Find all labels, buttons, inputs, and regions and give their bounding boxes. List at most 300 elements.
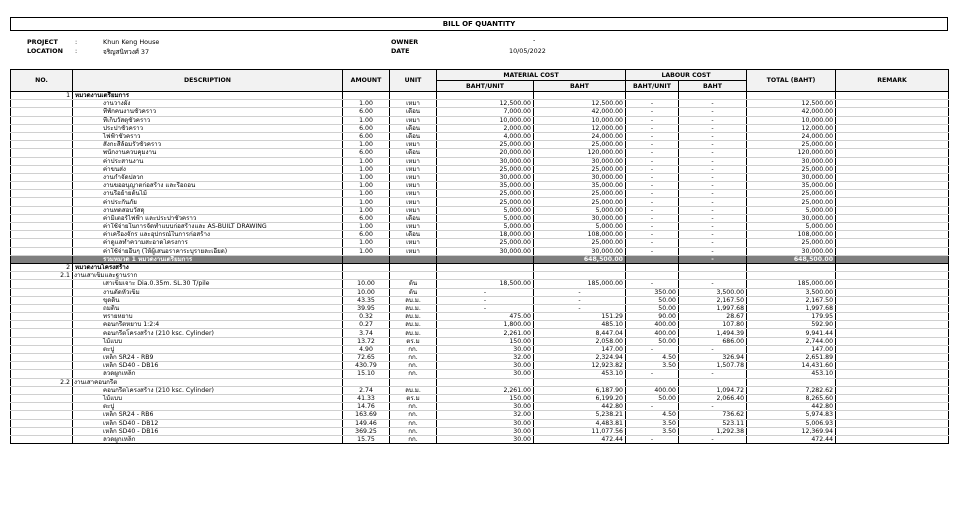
col-material-cost: MATERIAL COST	[437, 70, 626, 81]
row-amount: 1.00	[343, 116, 390, 124]
row-unit: ลบ.ม.	[390, 329, 437, 337]
row-material-unit-cost: 25,000.00	[437, 198, 534, 206]
row-material-cost: 25,000.00	[534, 141, 626, 149]
row-labour-unit-cost: -	[626, 173, 679, 181]
row-no	[11, 419, 73, 427]
row-labour-cost	[679, 272, 747, 280]
row-amount: 430.79	[343, 362, 390, 370]
sheet-title: BILL OF QUANTITY	[10, 17, 948, 31]
row-labour-unit-cost: 4.50	[626, 354, 679, 362]
row-material-unit-cost: -	[437, 296, 534, 304]
row-labour-unit-cost: -	[626, 247, 679, 255]
row-description: เหล็ก SD40 - DB12	[73, 419, 343, 427]
row-labour-unit-cost: 400.00	[626, 386, 679, 394]
table-row	[11, 435, 949, 443]
row-material-unit-cost: 25,000.00	[437, 141, 534, 149]
subsection-row	[11, 378, 949, 386]
row-labour-unit-cost: -	[626, 435, 679, 443]
row-material-cost: 648,500.00	[534, 255, 626, 263]
row-remark	[836, 198, 949, 206]
row-no: 2	[11, 263, 73, 271]
table-row	[11, 231, 949, 239]
row-description: พนักงานควบคุมงาน	[73, 149, 343, 157]
row-no	[11, 255, 73, 263]
row-material-unit-cost: -	[437, 288, 534, 296]
row-material-cost: 2,324.94	[534, 354, 626, 362]
row-material-cost: 5,000.00	[534, 206, 626, 214]
row-description: คอนกรีตโครงสร้าง (210 ksc. Cylinder)	[73, 329, 343, 337]
table-row	[11, 198, 949, 206]
row-labour-unit-cost: -	[626, 231, 679, 239]
row-description: ไม้แบบ	[73, 337, 343, 345]
row-labour-cost: -	[679, 223, 747, 231]
owner-label: OWNER	[391, 38, 419, 46]
project-label: PROJECT	[27, 38, 58, 46]
row-remark	[836, 223, 949, 231]
row-labour-unit-cost: 3.50	[626, 427, 679, 435]
row-labour-cost: -	[679, 198, 747, 206]
row-labour-cost: -	[679, 239, 747, 247]
col-description: DESCRIPTION	[73, 70, 343, 92]
row-no	[11, 354, 73, 362]
row-remark	[836, 124, 949, 132]
table-row	[11, 116, 949, 124]
row-material-cost: 5,000.00	[534, 223, 626, 231]
row-no	[11, 108, 73, 116]
row-material-unit-cost: 30.00	[437, 435, 534, 443]
row-remark	[836, 116, 949, 124]
row-total	[747, 272, 836, 280]
row-description: หมวดงานโครงสร้าง	[73, 263, 343, 271]
row-labour-cost: 3,500.00	[679, 288, 747, 296]
row-material-cost: 24,000.00	[534, 132, 626, 140]
row-no	[11, 124, 73, 132]
row-unit	[390, 272, 437, 280]
row-material-cost: -	[534, 288, 626, 296]
row-labour-cost: 523.11	[679, 419, 747, 427]
row-material-unit-cost	[437, 272, 534, 280]
row-remark	[836, 231, 949, 239]
table-row	[11, 247, 949, 255]
row-no	[11, 149, 73, 157]
row-labour-unit-cost: 3.50	[626, 362, 679, 370]
row-labour-cost: -	[679, 124, 747, 132]
row-material-cost: 453.10	[534, 370, 626, 378]
row-no	[11, 403, 73, 411]
row-total: 12,500.00	[747, 100, 836, 108]
row-labour-unit-cost: -	[626, 116, 679, 124]
table-row	[11, 149, 949, 157]
row-material-unit-cost: 30,000.00	[437, 173, 534, 181]
row-remark	[836, 182, 949, 190]
row-description: ค่าใช้จ่ายอื่นๆ (ให้ผู้เสนอราคาระบุรายละเอียด)	[73, 247, 343, 255]
row-no: 1	[11, 92, 73, 100]
row-labour-cost: 1,494.39	[679, 329, 747, 337]
row-labour-unit-cost: -	[626, 214, 679, 222]
table-row	[11, 394, 949, 402]
row-labour-cost: -	[679, 190, 747, 198]
row-no	[11, 132, 73, 140]
row-labour-cost: -	[679, 214, 747, 222]
row-remark	[836, 411, 949, 419]
row-unit: ลบ.ม.	[390, 313, 437, 321]
row-unit	[390, 263, 437, 271]
row-remark	[836, 370, 949, 378]
row-description: เหล็ก SD40 - DB16	[73, 427, 343, 435]
table-row	[11, 182, 949, 190]
row-description: ถมดิน	[73, 304, 343, 312]
row-labour-unit-cost: -	[626, 124, 679, 132]
row-description: งานขออนุญาตก่อสร้าง และรื้อถอน	[73, 182, 343, 190]
row-description: ค่าใช้จ่ายในการจัดทำแบบก่อสร้างและ AS-BUILT DRAWING	[73, 223, 343, 231]
row-material-unit-cost: 5,000.00	[437, 223, 534, 231]
row-no	[11, 304, 73, 312]
row-material-unit-cost: 30.00	[437, 403, 534, 411]
row-labour-unit-cost: 90.00	[626, 313, 679, 321]
row-description: ค่าขนส่ง	[73, 165, 343, 173]
section-row	[11, 263, 949, 271]
row-remark	[836, 239, 949, 247]
row-labour-unit-cost: -	[626, 223, 679, 231]
row-remark	[836, 337, 949, 345]
row-description: ตะปู	[73, 345, 343, 353]
subsection-row	[11, 272, 949, 280]
row-labour-unit-cost: 400.00	[626, 321, 679, 329]
row-labour-cost: -	[679, 108, 747, 116]
row-amount: 43.35	[343, 296, 390, 304]
table-row	[11, 296, 949, 304]
row-description: ที่พักคนงานชั่วคราว	[73, 108, 343, 116]
row-description: ค่าเครื่องจักร และอุปกรณ์ในการก่อสร้าง	[73, 231, 343, 239]
row-unit	[390, 378, 437, 386]
row-labour-cost: -	[679, 435, 747, 443]
table-row	[11, 337, 949, 345]
row-unit: เดือน	[390, 149, 437, 157]
table-row	[11, 124, 949, 132]
row-remark	[836, 100, 949, 108]
row-amount: 1.00	[343, 206, 390, 214]
row-material-unit-cost: 32.00	[437, 411, 534, 419]
row-amount: 72.65	[343, 354, 390, 362]
row-description: ที่เก็บวัสดุชั่วคราว	[73, 116, 343, 124]
row-amount: 10.00	[343, 288, 390, 296]
row-labour-cost	[679, 92, 747, 100]
row-total: 35,000.00	[747, 182, 836, 190]
row-amount: 1.00	[343, 190, 390, 198]
row-labour-cost: 686.00	[679, 337, 747, 345]
row-material-cost	[534, 92, 626, 100]
row-labour-cost: -	[679, 345, 747, 353]
row-labour-unit-cost: -	[626, 198, 679, 206]
row-unit: ลบ.ม.	[390, 386, 437, 394]
table-row	[11, 141, 949, 149]
row-total	[747, 92, 836, 100]
row-material-cost: 11,077.56	[534, 427, 626, 435]
row-total: 12,000.00	[747, 124, 836, 132]
row-total: 5,006.93	[747, 419, 836, 427]
row-amount: 0.27	[343, 321, 390, 329]
row-labour-unit-cost: -	[626, 239, 679, 247]
row-labour-cost: -	[679, 100, 747, 108]
row-total: 25,000.00	[747, 190, 836, 198]
location-colon: :	[75, 47, 78, 55]
row-total: 2,744.00	[747, 337, 836, 345]
col-material-baht: BAHT	[534, 81, 626, 92]
row-unit: ลบ.ม.	[390, 296, 437, 304]
table-row	[11, 321, 949, 329]
row-total: 12,369.94	[747, 427, 836, 435]
row-labour-cost: -	[679, 149, 747, 157]
row-description: งานเสาคอนกรีต	[73, 378, 343, 386]
row-material-cost: -	[534, 296, 626, 304]
row-remark	[836, 403, 949, 411]
row-labour-unit-cost	[626, 255, 679, 263]
row-unit: เหมา	[390, 157, 437, 165]
row-unit: เหมา	[390, 100, 437, 108]
row-remark	[836, 173, 949, 181]
row-total: 25,000.00	[747, 239, 836, 247]
row-amount	[343, 92, 390, 100]
row-remark	[836, 354, 949, 362]
row-unit: เหมา	[390, 182, 437, 190]
table-row	[11, 100, 949, 108]
row-amount: 1.00	[343, 247, 390, 255]
col-labour-baht: BAHT	[679, 81, 747, 92]
row-material-cost: 6,199.20	[534, 394, 626, 402]
row-total: 8,265.60	[747, 394, 836, 402]
row-unit: เหมา	[390, 190, 437, 198]
row-remark	[836, 288, 949, 296]
row-total: 592.90	[747, 321, 836, 329]
row-labour-unit-cost: 400.00	[626, 329, 679, 337]
row-labour-unit-cost: 50.00	[626, 304, 679, 312]
row-no	[11, 239, 73, 247]
row-total: 147.00	[747, 345, 836, 353]
row-description: เหล็ก SD40 - DB16	[73, 362, 343, 370]
row-total: 5,000.00	[747, 206, 836, 214]
row-no	[11, 198, 73, 206]
row-description: งานรื้อย้ายต้นไม้	[73, 190, 343, 198]
table-row	[11, 239, 949, 247]
row-remark	[836, 92, 949, 100]
row-remark	[836, 272, 949, 280]
project-info	[10, 31, 948, 69]
row-no	[11, 296, 73, 304]
row-total	[747, 263, 836, 271]
row-total: 14,431.60	[747, 362, 836, 370]
row-labour-unit-cost	[626, 378, 679, 386]
row-labour-unit-cost: -	[626, 100, 679, 108]
row-material-cost: 4,483.81	[534, 419, 626, 427]
row-labour-cost: -	[679, 370, 747, 378]
row-total: 472.44	[747, 435, 836, 443]
row-description: เสาเข็มเจาะ Dia.0.35m. SL.30 T/pile	[73, 280, 343, 288]
row-unit: ลบ.ม.	[390, 304, 437, 312]
row-material-unit-cost: 30.00	[437, 345, 534, 353]
row-unit: ต้น	[390, 280, 437, 288]
row-labour-cost: -	[679, 173, 747, 181]
row-amount: 1.00	[343, 223, 390, 231]
row-material-unit-cost: 4,000.00	[437, 132, 534, 140]
row-unit	[390, 255, 437, 263]
row-amount: 4.90	[343, 345, 390, 353]
row-remark	[836, 165, 949, 173]
row-amount: 41.33	[343, 394, 390, 402]
row-unit: กก.	[390, 411, 437, 419]
project-value: Khun Keng House	[103, 38, 160, 46]
table-row	[11, 190, 949, 198]
table-row	[11, 362, 949, 370]
row-total: 179.95	[747, 313, 836, 321]
row-amount: 3.74	[343, 329, 390, 337]
row-labour-cost: -	[679, 247, 747, 255]
row-no	[11, 288, 73, 296]
row-unit: เหมา	[390, 165, 437, 173]
row-no	[11, 435, 73, 443]
row-total: 3,500.00	[747, 288, 836, 296]
row-material-unit-cost: 2,000.00	[437, 124, 534, 132]
row-labour-cost: -	[679, 141, 747, 149]
row-description: หมวดงานเตรียมการ	[73, 92, 343, 100]
row-unit: เหมา	[390, 141, 437, 149]
col-amount: AMOUNT	[343, 70, 390, 92]
table-row	[11, 108, 949, 116]
row-amount: 1.00	[343, 100, 390, 108]
row-material-unit-cost: 7,000.00	[437, 108, 534, 116]
row-labour-cost: 2,167.50	[679, 296, 747, 304]
row-material-unit-cost: 30.00	[437, 419, 534, 427]
row-remark	[836, 157, 949, 165]
row-material-unit-cost	[437, 378, 534, 386]
row-material-cost: 12,000.00	[534, 124, 626, 132]
row-material-cost: 30,000.00	[534, 157, 626, 165]
row-total: 108,000.00	[747, 231, 836, 239]
row-material-unit-cost: 32.00	[437, 354, 534, 362]
row-amount: 13.72	[343, 337, 390, 345]
row-material-cost: 5,238.21	[534, 411, 626, 419]
row-labour-unit-cost: 3.50	[626, 419, 679, 427]
row-amount: 1.00	[343, 157, 390, 165]
row-description: งานตัดหัวเข็ม	[73, 288, 343, 296]
row-amount: 39.95	[343, 304, 390, 312]
row-material-unit-cost: 30,000.00	[437, 247, 534, 255]
row-material-cost: 108,000.00	[534, 231, 626, 239]
row-material-unit-cost: 2,261.00	[437, 386, 534, 394]
row-amount	[343, 255, 390, 263]
row-material-cost: 2,058.00	[534, 337, 626, 345]
table-row	[11, 206, 949, 214]
row-description: งานกำจัดปลวก	[73, 173, 343, 181]
row-material-unit-cost: 35,000.00	[437, 182, 534, 190]
row-unit: เดือน	[390, 214, 437, 222]
row-amount: 15.10	[343, 370, 390, 378]
row-material-unit-cost: 10,000.00	[437, 116, 534, 124]
row-unit	[390, 92, 437, 100]
row-labour-unit-cost: -	[626, 108, 679, 116]
table-row	[11, 386, 949, 394]
row-material-cost: 12,500.00	[534, 100, 626, 108]
row-description: ไฟฟ้าชั่วคราว	[73, 132, 343, 140]
row-labour-unit-cost: -	[626, 206, 679, 214]
row-material-cost: 442.80	[534, 403, 626, 411]
table-row	[11, 165, 949, 173]
row-amount: 1.00	[343, 141, 390, 149]
row-material-unit-cost: 20,000.00	[437, 149, 534, 157]
row-description: ค่าประสานงาน	[73, 157, 343, 165]
row-description: ไม้แบบ	[73, 394, 343, 402]
row-no	[11, 345, 73, 353]
table-row	[11, 370, 949, 378]
row-remark	[836, 263, 949, 271]
row-material-cost: 151.29	[534, 313, 626, 321]
row-material-cost: 25,000.00	[534, 165, 626, 173]
row-unit: กก.	[390, 362, 437, 370]
col-material-baht-unit: BAHT/UNIT	[437, 81, 534, 92]
row-total: 2,167.50	[747, 296, 836, 304]
col-total: TOTAL (BAHT)	[747, 70, 836, 92]
row-material-unit-cost	[437, 263, 534, 271]
row-material-cost: 10,000.00	[534, 116, 626, 124]
row-material-cost: 120,000.00	[534, 149, 626, 157]
row-unit: เดือน	[390, 132, 437, 140]
row-material-cost: 35,000.00	[534, 182, 626, 190]
row-remark	[836, 255, 949, 263]
row-amount: 6.00	[343, 108, 390, 116]
row-remark	[836, 247, 949, 255]
col-no: NO.	[11, 70, 73, 92]
row-labour-unit-cost: -	[626, 157, 679, 165]
row-amount: 1.00	[343, 182, 390, 190]
row-remark	[836, 108, 949, 116]
row-remark	[836, 296, 949, 304]
row-remark	[836, 435, 949, 443]
row-labour-cost: -	[679, 255, 747, 263]
row-labour-cost: 736.62	[679, 411, 747, 419]
row-labour-cost: -	[679, 182, 747, 190]
row-no	[11, 116, 73, 124]
table-row	[11, 214, 949, 222]
row-unit: ต้น	[390, 288, 437, 296]
row-material-unit-cost: 30.00	[437, 370, 534, 378]
row-material-unit-cost: 150.00	[437, 394, 534, 402]
row-labour-unit-cost: -	[626, 370, 679, 378]
row-remark	[836, 313, 949, 321]
row-description: ค่าดูแลทำความสะอาดโครงการ	[73, 239, 343, 247]
row-labour-unit-cost: 50.00	[626, 394, 679, 402]
row-amount: 10.00	[343, 280, 390, 288]
table-row	[11, 313, 949, 321]
boq-table	[10, 69, 949, 444]
row-labour-cost: -	[679, 165, 747, 173]
row-labour-unit-cost: -	[626, 149, 679, 157]
row-unit: ลบ.ม.	[390, 321, 437, 329]
col-labour-baht-unit: BAHT/UNIT	[626, 81, 679, 92]
row-labour-unit-cost: -	[626, 403, 679, 411]
row-no	[11, 173, 73, 181]
row-remark	[836, 378, 949, 386]
row-amount: 6.00	[343, 124, 390, 132]
row-no	[11, 247, 73, 255]
row-unit: กก.	[390, 345, 437, 353]
row-material-unit-cost: 18,500.00	[437, 280, 534, 288]
row-no	[11, 190, 73, 198]
row-amount: 15.75	[343, 435, 390, 443]
row-material-unit-cost	[437, 92, 534, 100]
project-colon: :	[75, 38, 78, 46]
row-material-cost: 42,000.00	[534, 108, 626, 116]
row-material-unit-cost: 25,000.00	[437, 239, 534, 247]
row-material-cost: -	[534, 304, 626, 312]
